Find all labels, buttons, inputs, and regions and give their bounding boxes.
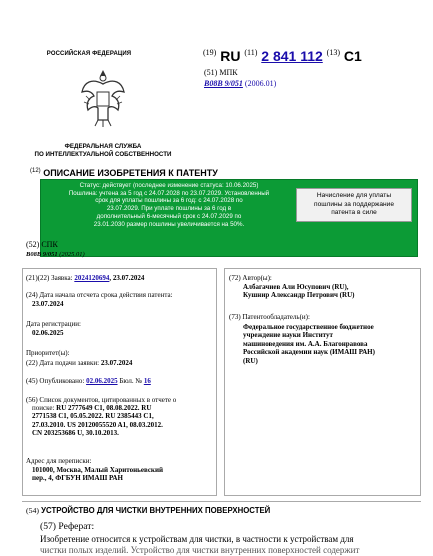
address-line: пер., 4, ФГБУН ИМАШ РАН bbox=[32, 474, 123, 483]
f24-value-wrap bbox=[32, 300, 64, 308]
reg-value: 02.06.2025 bbox=[32, 329, 64, 337]
author-line: Албагачиев Али Юсупович (RU), bbox=[243, 283, 349, 291]
f24-label: (24) Дата начала отсчета срока действия патента: bbox=[26, 291, 173, 299]
cited-doc-line: 27.03.2010. US 20120055520 A1, 08.03.2012. bbox=[32, 420, 163, 429]
patent-number-link[interactable]: 2 841 112 bbox=[261, 48, 323, 64]
bibliographic-right-box bbox=[224, 268, 421, 496]
cited-doc-line: CN 203253686 U, 30.10.2013. bbox=[32, 429, 119, 438]
code-54: (54) bbox=[26, 506, 39, 515]
application-field bbox=[26, 274, 144, 282]
status-line: срок для уплаты пошлины за 6 год: с 24.07.2028 по bbox=[95, 197, 243, 205]
publication-date-link[interactable]: 02.06.2025 bbox=[86, 377, 118, 385]
code-11: (11) bbox=[244, 48, 258, 57]
title-text: ОПИСАНИЕ ИЗОБРЕТЕНИЯ К ПАТЕНТУ bbox=[43, 168, 218, 178]
application-number-link[interactable]: 2024120694 bbox=[74, 274, 110, 282]
authors-list bbox=[243, 283, 354, 300]
mpk-value[interactable] bbox=[204, 79, 276, 88]
cited-doc-line: RU 2777649 C1, 08.08.2022. RU bbox=[56, 404, 152, 412]
f45-field bbox=[26, 377, 151, 385]
abstract-line: Изобретение относится к устройствам для чистки, в частности к устройствам для bbox=[40, 534, 354, 544]
invention-title-text: УСТРОЙСТВО ДЛЯ ЧИСТКИ ВНУТРЕННИХ ПОВЕРХНОСТЕЙ bbox=[41, 506, 271, 515]
mpk-label: (51) МПК bbox=[204, 68, 238, 77]
patent-number-line bbox=[203, 48, 362, 64]
service-line-2: ПО ИНТЕЛЛЕКТУАЛЬНОЙ СОБСТВЕННОСТИ bbox=[34, 151, 172, 158]
code-19: (19) bbox=[203, 48, 217, 57]
f56-label2: поиске: bbox=[32, 404, 55, 412]
holder-line: Российской академии наук (ИМАШ РАН) bbox=[243, 348, 375, 357]
f73-label: (73) Патентообладатель(и): bbox=[229, 313, 310, 321]
address-line: 101000, Москва, Малый Харитоньевский bbox=[32, 466, 164, 474]
fee-button-line: пошлины за поддержание bbox=[314, 200, 394, 208]
fee-calculation-button[interactable] bbox=[296, 188, 412, 222]
f22-label: (22) Дата подачи заявки: bbox=[26, 359, 100, 367]
holder-line: учреждение науки Институт bbox=[243, 331, 333, 340]
holder-line: (RU) bbox=[243, 356, 258, 365]
abstract-label: (57) Реферат: bbox=[40, 521, 95, 532]
f22-value: 23.07.2024 bbox=[100, 359, 133, 367]
federal-service-name bbox=[28, 143, 178, 159]
patent-kind: C1 bbox=[343, 48, 362, 64]
service-line-1: ФЕДЕРАЛЬНАЯ СЛУЖБА bbox=[64, 143, 142, 150]
mpk-year: (2006.01) bbox=[244, 79, 277, 88]
status-line: 23.07.2029. При уплате пошлины за 6 год в bbox=[106, 205, 232, 213]
holder-line: Федеральное государственное бюджетное bbox=[243, 323, 374, 331]
app-date: , 23.07.2024 bbox=[109, 274, 145, 282]
invention-title bbox=[26, 506, 270, 515]
reg-label: Дата регистрации: bbox=[26, 320, 81, 328]
f24-value: 23.07.2024 bbox=[32, 300, 64, 308]
spk-label: (52) СПК bbox=[26, 240, 58, 249]
address-label: Адрес для переписки: bbox=[26, 457, 92, 465]
status-line: дополнительный 6-месячный срок с 24.07.2029 по bbox=[96, 212, 242, 220]
address-value bbox=[32, 466, 163, 483]
bulletin-label: Бюл. № bbox=[119, 377, 143, 385]
f45-label: (45) Опубликовано: bbox=[26, 377, 85, 385]
spk-value bbox=[26, 251, 85, 258]
document-title bbox=[30, 168, 218, 178]
country-org-name: РОССИЙСКАЯ ФЕДЕРАЦИЯ bbox=[46, 51, 132, 57]
author-line: Кушнир Александр Петрович (RU) bbox=[243, 291, 355, 300]
app-label: (21)(22) Заявка: bbox=[26, 274, 73, 282]
spk-code: B08B 9/051 bbox=[26, 251, 58, 258]
abstract-line: чистки полых изделий. Устройство для чистки внутренних поверхностей содержит bbox=[40, 545, 360, 555]
coat-of-arms-icon bbox=[78, 66, 128, 130]
status-text bbox=[43, 182, 295, 228]
mpk-code[interactable]: B08B 9/051 bbox=[204, 79, 243, 88]
holder-line: машиноведения им. А.А. Благонравова bbox=[243, 339, 368, 348]
code-12: (12) bbox=[30, 168, 41, 174]
f72-label: (72) Автор(ы): bbox=[229, 274, 272, 282]
f22-field bbox=[26, 359, 132, 367]
status-line: Пошлина: учтена за 5 год с 24.07.2028 по 23.07.2029. Установленный bbox=[68, 189, 270, 197]
spk-year: (2025.01) bbox=[59, 251, 85, 258]
status-line: Статус: действует (последнее изменение статуса: 10.06.2025) bbox=[79, 182, 259, 189]
abstract-text bbox=[40, 534, 430, 556]
bulletin-number-link[interactable]: 16 bbox=[143, 377, 151, 385]
priority-label: Приоритет(ы): bbox=[26, 349, 70, 357]
f56-label: (56) Список документов, цитированных в отчете о bbox=[26, 396, 177, 404]
f56-list bbox=[32, 404, 217, 438]
country-code: RU bbox=[220, 48, 241, 64]
divider bbox=[22, 501, 421, 502]
code-13: (13) bbox=[326, 48, 340, 57]
fee-button-line: Начисление для уплаты bbox=[316, 192, 392, 199]
patent-holder-list bbox=[243, 323, 375, 365]
cited-doc-line: 2771538 C1, 05.05.2022. RU 2385443 C1, bbox=[32, 412, 154, 421]
fee-button-line: патента в силе bbox=[331, 209, 377, 216]
reg-value-wrap bbox=[32, 329, 64, 337]
status-line: 23.01.2030 размер пошлины увеличивается на 50%. bbox=[93, 220, 245, 228]
